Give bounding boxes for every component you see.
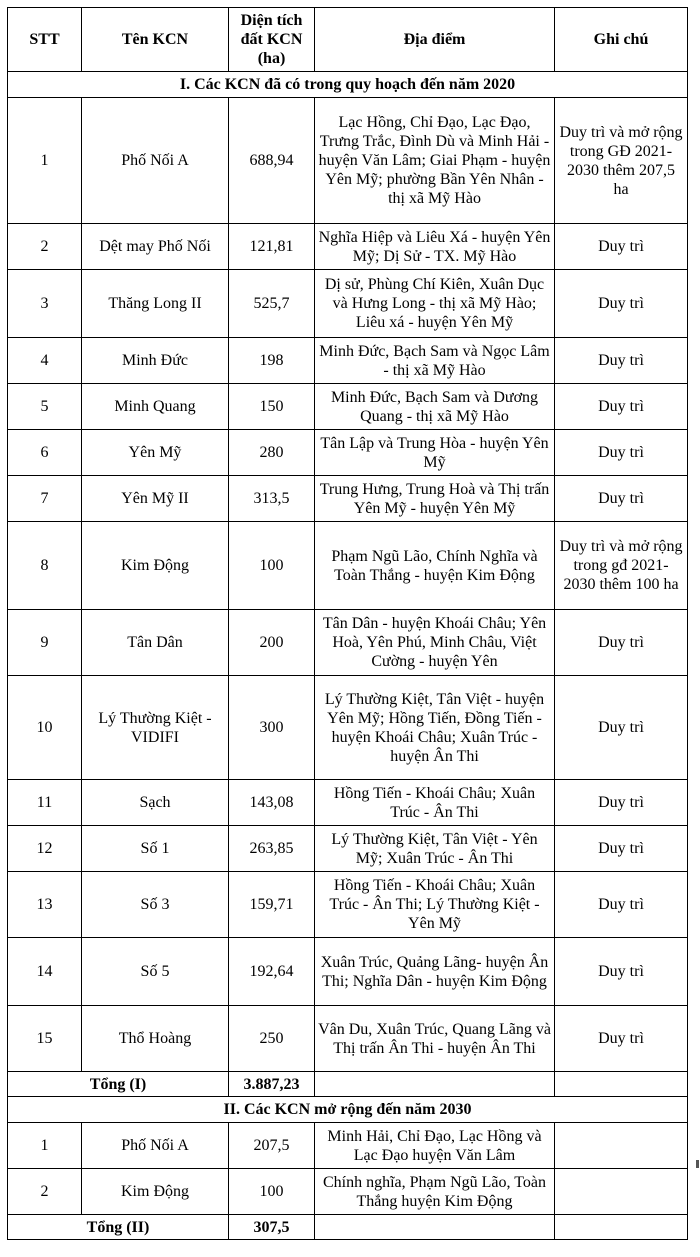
table-row — [8, 224, 688, 270]
row-ghi-chu: Duy trì — [555, 338, 688, 384]
row-dia-diem: Lạc Hồng, Chỉ Đạo, Lạc Đạo, Trưng Trắc, Đình Dù và Minh Hải - huyện Văn Lâm; Giai Phạm - huyện Yên Mỹ; phường Bần Yên Nhân - thị xã Mỹ Hào — [315, 98, 555, 224]
row-dien-tich: 263,85 — [229, 826, 315, 872]
row-dien-tich: 280 — [229, 430, 315, 476]
total-2-label: Tổng (II) — [8, 1215, 229, 1240]
header-dien-tich: Diện tích đất KCN (ha) — [229, 8, 315, 72]
row-ten-kcn: Kim Động — [82, 1169, 229, 1215]
row-stt: 14 — [8, 938, 82, 1006]
row-ghi-chu: Duy trì — [555, 270, 688, 338]
row-dien-tich: 100 — [229, 522, 315, 610]
row-ghi-chu: Duy trì và mở rộng trong gđ 2021-2030 thêm 100 ha — [555, 522, 688, 610]
row-ten-kcn: Kim Động — [82, 522, 229, 610]
row-ghi-chu: Duy trì — [555, 938, 688, 1006]
row-dia-diem: Vân Du, Xuân Trúc, Quang Lãng và Thị trấn Ân Thi - huyện Ân Thi — [315, 1006, 555, 1072]
row-dia-diem: Hồng Tiến - Khoái Châu; Xuân Trúc - Ân Thi; Lý Thường Kiệt - Yên Mỹ — [315, 872, 555, 938]
row-ghi-chu: Duy trì — [555, 384, 688, 430]
row-stt: 6 — [8, 430, 82, 476]
table-row — [8, 476, 688, 522]
row-stt: 8 — [8, 522, 82, 610]
row-stt: 9 — [8, 610, 82, 676]
row-dien-tich: 121,81 — [229, 224, 315, 270]
row-stt: 11 — [8, 780, 82, 826]
row-ten-kcn: Thổ Hoàng — [82, 1006, 229, 1072]
row-stt: 1 — [8, 98, 82, 224]
table-row — [8, 780, 688, 826]
row-ten-kcn: Minh Đức — [82, 338, 229, 384]
total-2-value: 307,5 — [229, 1215, 315, 1240]
row-dia-diem: Minh Đức, Bạch Sam và Dương Quang - thị xã Mỹ Hào — [315, 384, 555, 430]
row-stt: 7 — [8, 476, 82, 522]
row-dien-tich: 688,94 — [229, 98, 315, 224]
row-stt: 4 — [8, 338, 82, 384]
row-stt: 2 — [8, 1169, 82, 1215]
row-dien-tich: 143,08 — [229, 780, 315, 826]
row-dien-tich: 192,64 — [229, 938, 315, 1006]
row-ghi-chu: Duy trì — [555, 1006, 688, 1072]
table-row — [8, 384, 688, 430]
row-ten-kcn: Yên Mỹ II — [82, 476, 229, 522]
row-ghi-chu — [555, 1123, 688, 1169]
row-dien-tich: 300 — [229, 676, 315, 780]
header-dia-diem: Địa điểm — [315, 8, 555, 72]
table-row — [8, 610, 688, 676]
table-row — [8, 872, 688, 938]
row-ghi-chu: Duy trì — [555, 676, 688, 780]
row-dien-tich: 150 — [229, 384, 315, 430]
total-1-empty-ghi-chu — [555, 1072, 688, 1097]
row-dia-diem: Trung Hưng, Trung Hoà và Thị trấn Yên Mỹ - huyện Yên Mỹ — [315, 476, 555, 522]
row-dia-diem: Minh Hải, Chỉ Đạo, Lạc Hồng và Lạc Đạo huyện Văn Lâm — [315, 1123, 555, 1169]
header-row — [8, 8, 688, 72]
industrial-zone-table — [7, 7, 688, 1240]
table-row — [8, 522, 688, 610]
row-ghi-chu: Duy trì — [555, 610, 688, 676]
table-row — [8, 98, 688, 224]
row-dia-diem: Minh Đức, Bạch Sam và Ngọc Lâm - thị xã Mỹ Hào — [315, 338, 555, 384]
row-ghi-chu: Duy trì — [555, 826, 688, 872]
row-dia-diem: Chính nghĩa, Phạm Ngũ Lão, Toàn Thắng huyện Kim Động — [315, 1169, 555, 1215]
row-ghi-chu: Duy trì — [555, 224, 688, 270]
row-dia-diem: Tân Lập và Trung Hòa - huyện Yên Mỹ — [315, 430, 555, 476]
row-dia-diem: Nghĩa Hiệp và Liêu Xá - huyện Yên Mỹ; Dị Sử - TX. Mỹ Hào — [315, 224, 555, 270]
row-stt: 1 — [8, 1123, 82, 1169]
table-row — [8, 1006, 688, 1072]
section-2-row — [8, 1097, 688, 1123]
row-ten-kcn: Thăng Long II — [82, 270, 229, 338]
row-dien-tich: 200 — [229, 610, 315, 676]
header-ghi-chu: Ghi chú — [555, 8, 688, 72]
row-dien-tich: 207,5 — [229, 1123, 315, 1169]
header-stt: STT — [8, 8, 82, 72]
row-ten-kcn: Tân Dân — [82, 610, 229, 676]
table-row — [8, 1169, 688, 1215]
total-1-label: Tổng (I) — [8, 1072, 229, 1097]
section-1-title: I. Các KCN đã có trong quy hoạch đến năm 2020 — [8, 72, 688, 98]
row-dien-tich: 313,5 — [229, 476, 315, 522]
page-edge-mark — [696, 1160, 699, 1168]
total-1-empty-dia-diem — [315, 1072, 555, 1097]
section-2-title: II. Các KCN mở rộng đến năm 2030 — [8, 1097, 688, 1123]
total-1-value: 3.887,23 — [229, 1072, 315, 1097]
row-dien-tich: 525,7 — [229, 270, 315, 338]
table-row — [8, 938, 688, 1006]
row-dien-tich: 100 — [229, 1169, 315, 1215]
row-dia-diem: Tân Dân - huyện Khoái Châu; Yên Hoà, Yên Phú, Minh Châu, Việt Cường - huyện Yên — [315, 610, 555, 676]
row-ten-kcn: Dệt may Phố Nối — [82, 224, 229, 270]
row-ghi-chu — [555, 1169, 688, 1215]
section-1-row — [8, 72, 688, 98]
row-stt: 13 — [8, 872, 82, 938]
row-ten-kcn: Số 3 — [82, 872, 229, 938]
table-row — [8, 676, 688, 780]
row-stt: 5 — [8, 384, 82, 430]
table-row — [8, 338, 688, 384]
row-stt: 15 — [8, 1006, 82, 1072]
row-ten-kcn: Lý Thường Kiệt - VIDIFI — [82, 676, 229, 780]
table-row — [8, 270, 688, 338]
total-2-empty-dia-diem — [315, 1215, 555, 1240]
row-ten-kcn: Sạch — [82, 780, 229, 826]
row-ghi-chu: Duy trì — [555, 476, 688, 522]
row-stt: 3 — [8, 270, 82, 338]
row-dien-tich: 250 — [229, 1006, 315, 1072]
row-dia-diem: Hồng Tiến - Khoái Châu; Xuân Trúc - Ân Thi — [315, 780, 555, 826]
row-ghi-chu: Duy trì — [555, 780, 688, 826]
row-dia-diem: Phạm Ngũ Lão, Chính Nghĩa và Toàn Thắng - huyện Kim Động — [315, 522, 555, 610]
row-ten-kcn: Phố Nối A — [82, 1123, 229, 1169]
row-stt: 2 — [8, 224, 82, 270]
row-ten-kcn: Phố Nối A — [82, 98, 229, 224]
header-ten-kcn: Tên KCN — [82, 8, 229, 72]
row-dia-diem: Dị sử, Phùng Chí Kiên, Xuân Dục và Hưng Long - thị xã Mỹ Hào; Liêu xá - huyện Yên Mỹ — [315, 270, 555, 338]
row-ghi-chu: Duy trì — [555, 430, 688, 476]
row-dien-tich: 159,71 — [229, 872, 315, 938]
table-row — [8, 826, 688, 872]
row-ten-kcn: Minh Quang — [82, 384, 229, 430]
row-dien-tich: 198 — [229, 338, 315, 384]
total-row-2 — [8, 1215, 688, 1240]
row-dia-diem: Lý Thường Kiệt, Tân Việt - huyện Yên Mỹ; Hồng Tiến, Đồng Tiến - huyện Khoái Châu; Xuân Trúc - huyện Ân Thi — [315, 676, 555, 780]
row-ghi-chu: Duy trì và mở rộng trong GĐ 2021-2030 thêm 207,5 ha — [555, 98, 688, 224]
row-ten-kcn: Yên Mỹ — [82, 430, 229, 476]
row-ten-kcn: Số 1 — [82, 826, 229, 872]
row-ten-kcn: Số 5 — [82, 938, 229, 1006]
row-stt: 12 — [8, 826, 82, 872]
total-2-empty-ghi-chu — [555, 1215, 688, 1240]
row-dia-diem: Lý Thường Kiệt, Tân Việt - Yên Mỹ; Xuân Trúc - Ân Thi — [315, 826, 555, 872]
row-stt: 10 — [8, 676, 82, 780]
row-dia-diem: Xuân Trúc, Quảng Lãng- huyện Ân Thi; Nghĩa Dân - huyện Kim Động — [315, 938, 555, 1006]
table-row — [8, 430, 688, 476]
total-row-1 — [8, 1072, 688, 1097]
row-ghi-chu: Duy trì — [555, 872, 688, 938]
table-row — [8, 1123, 688, 1169]
